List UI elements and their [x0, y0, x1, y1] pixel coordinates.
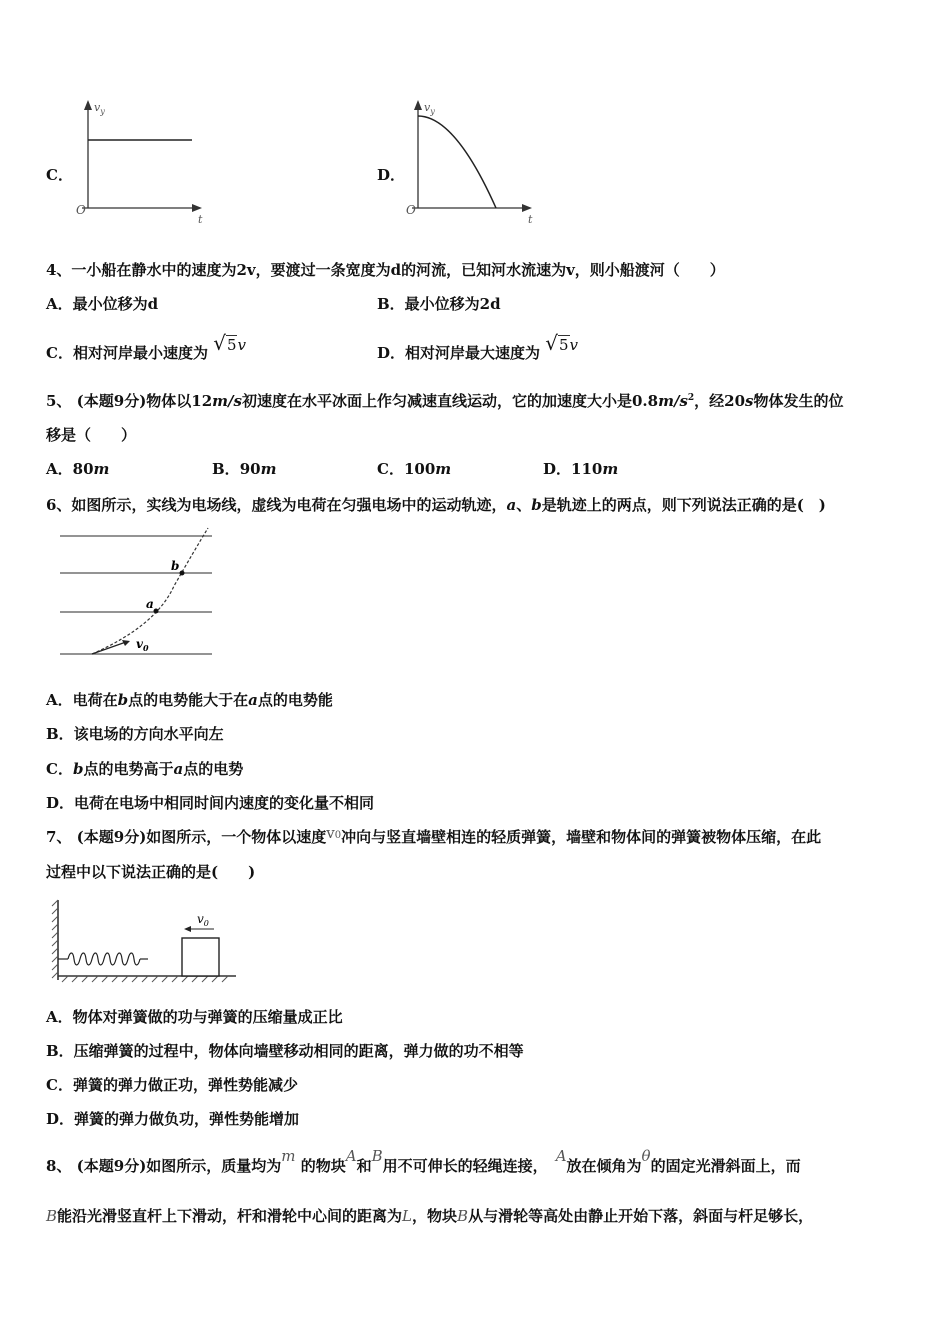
q7-option-d: D．弹簧的弹力做负功，弹性势能增加	[46, 1110, 300, 1128]
q4-option-c	[46, 331, 246, 364]
v0-label: $v_0$	[197, 912, 209, 928]
decreasing-vy-curve	[418, 116, 496, 208]
q4-stem: 4、一小船在静水中的速度为2v，要渡过一条宽度为d的河流，已知河水流速为v，则小船渡河（ ）	[46, 261, 725, 279]
sqrt-expression: √5v	[545, 331, 579, 355]
q6-option-c: C．b点的电势高于a点的电势	[46, 760, 244, 778]
q3-graph-c	[70, 96, 215, 224]
y-axis-arrow	[414, 100, 422, 110]
q6-option-b: B．该电场的方向水平向左	[46, 725, 224, 743]
point-a	[154, 609, 159, 614]
q6-option-a: A．电荷在b点的电势能大于在a点的电势能	[46, 691, 333, 709]
q3-option-d-label: D．	[377, 166, 406, 184]
sqrt-sign-icon: √	[213, 331, 226, 355]
block	[182, 938, 219, 976]
sqrt-sign-icon: √	[545, 331, 558, 355]
q7-option-b: B．压缩弹簧的过程中，物体向墙壁移动相同的距离，弹力做的功不相等	[46, 1042, 524, 1060]
q7-stem-line2: 过程中以下说法正确的是( )	[46, 863, 256, 881]
trajectory-path	[92, 528, 208, 654]
q6-figure	[46, 526, 218, 666]
point-b	[180, 571, 185, 576]
q5-option-b: B．90m	[212, 460, 277, 478]
x-axis-arrow	[192, 204, 202, 212]
point-b-label: b	[171, 559, 180, 573]
q5-option-a: A．80m	[46, 460, 110, 478]
ground-hatching	[62, 976, 228, 982]
y-axis-label: $v_y$	[94, 101, 105, 116]
q7-stem-line1: 7、 (本题9分)如图所示，一个物体以速度v0冲向与竖直墙壁相连的轻质弹簧，墙壁和物体间的弹簧被物体压缩，在此	[46, 824, 822, 846]
q8-stem-line1: 8、 (本题9分)如图所示，质量均为m 的物块A和B用不可伸长的轻绳连接，A放在倾角为θ的固定光滑斜面上，而	[46, 1147, 801, 1175]
q6-stem: 6、如图所示，实线为电场线，虚线为电荷在匀强电场中的运动轨迹，a、b是轨迹上的两点，则下列说法正确的是( )	[46, 496, 826, 514]
wall-hatching	[52, 900, 58, 978]
q8-stem-line2: B能沿光滑竖直杆上下滑动，杆和滑轮中心间的距离为L，物块B从与滑轮等高处由静止开始下落，斜面与杆足够长，	[46, 1207, 814, 1225]
point-a-label: a	[146, 597, 154, 611]
q5-option-c: C．100m	[377, 460, 452, 478]
q7-option-a: A．物体对弹簧做的功与弹簧的压缩量成正比	[46, 1008, 343, 1026]
q4-option-d	[377, 331, 579, 364]
x-axis-label: t	[198, 213, 203, 224]
q4-option-d-text: D．相对河岸最大速度为	[377, 344, 541, 362]
origin-label: O	[406, 203, 416, 217]
q3-graph-d	[400, 96, 545, 224]
y-axis-arrow	[84, 100, 92, 110]
q4-option-a: A．最小位移为d	[46, 295, 159, 313]
q3-option-c-label: C．	[46, 166, 73, 184]
q4-option-c-text: C．相对河岸最小速度为	[46, 344, 208, 362]
q5-stem-line2: 移是（ ）	[46, 426, 137, 444]
q7-option-c: C．弹簧的弹力做正功，弹性势能减少	[46, 1076, 298, 1094]
sqrt-expression: √5v	[213, 331, 246, 355]
v0-inline: v0	[326, 824, 342, 842]
q6-option-d: D．电荷在电场中相同时间内速度的变化量不相同	[46, 794, 375, 812]
q5-option-d: D．110m	[543, 460, 619, 478]
arrow-head-icon	[184, 926, 191, 932]
origin-label: O	[76, 203, 86, 217]
spring	[68, 953, 140, 965]
y-axis-label: $v_y$	[424, 101, 435, 116]
v0-label: $v_0$	[136, 637, 149, 653]
x-axis-label: t	[528, 213, 533, 224]
q4-option-b: B．最小位移为2d	[377, 295, 501, 313]
initial-velocity-vector	[92, 642, 126, 654]
q5-stem-line1: 5、 (本题9分)物体以12m/s初速度在水平冰面上作匀减速直线运动，它的加速度大小是$0.8m/s^2$，经20s物体发生的位	[46, 392, 844, 410]
q7-figure	[50, 896, 240, 988]
x-axis-arrow	[522, 204, 532, 212]
